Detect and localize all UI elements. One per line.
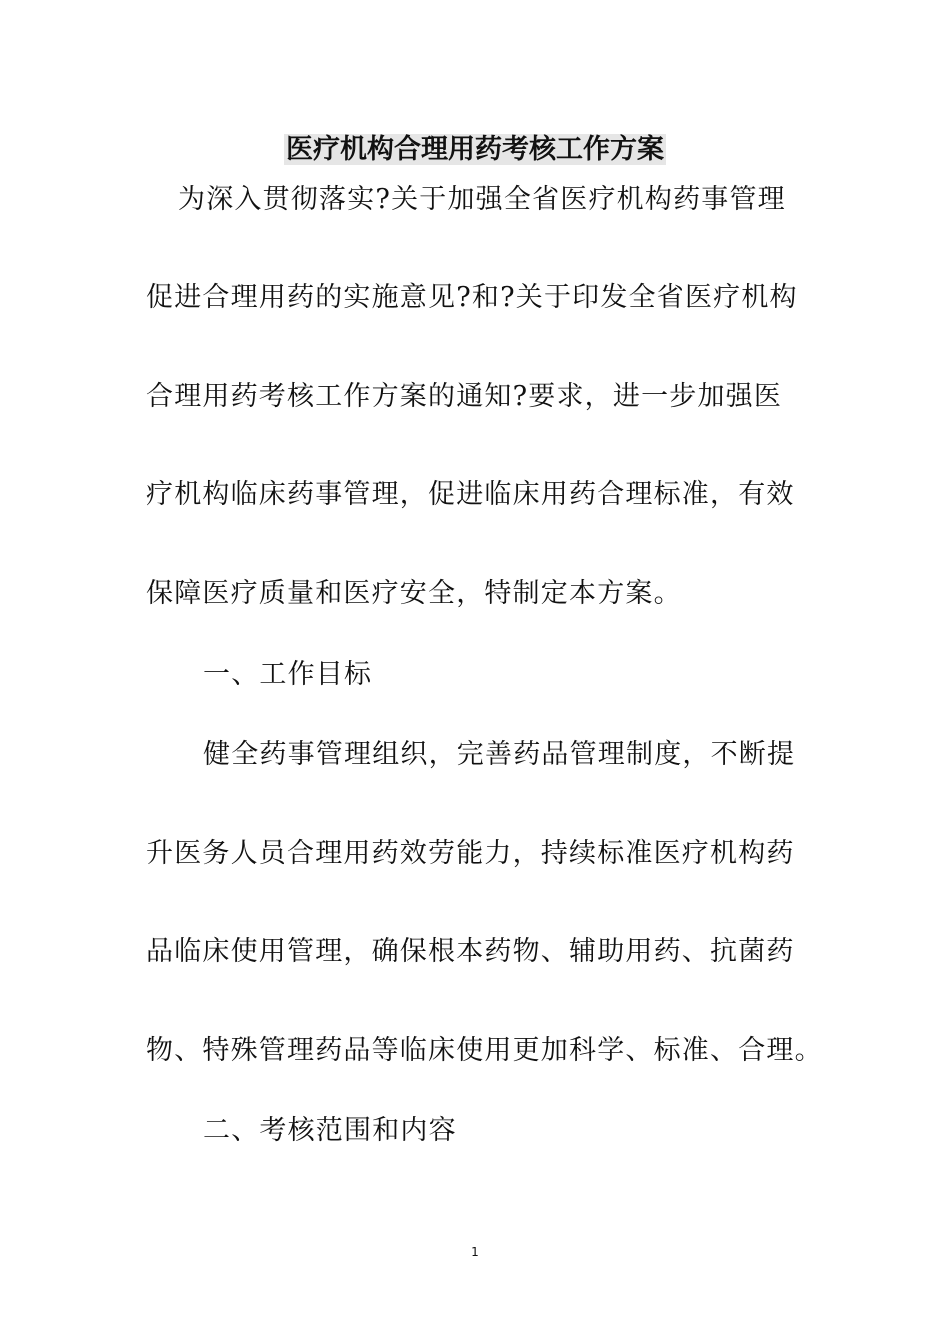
body-line-7: 升医务人员合理用药效劳能力，持续标准医疗机构药 bbox=[146, 838, 795, 869]
body-line-6: 健全药事管理组织，完善药品管理制度，不断提 bbox=[203, 739, 796, 770]
body-line-1: 为深入贯彻落实?关于加强全省医疗机构药事管理 bbox=[178, 184, 786, 215]
body-line-9: 物、特殊管理药品等临床使用更加科学、标准、合理。 bbox=[146, 1035, 823, 1066]
section-heading-1: 一、工作目标 bbox=[203, 659, 373, 690]
body-line-2: 促进合理用药的实施意见?和?关于印发全省医疗机构 bbox=[146, 282, 798, 313]
body-line-4: 疗机构临床药事管理，促进临床用药合理标准，有效 bbox=[146, 479, 795, 510]
body-line-8: 品临床使用管理，确保根本药物、辅助用药、抗菌药 bbox=[146, 936, 795, 967]
section-heading-2: 二、考核范围和内容 bbox=[203, 1115, 457, 1146]
body-line-3: 合理用药考核工作方案的通知?要求，进一步加强医 bbox=[146, 381, 783, 412]
page-number: 1 bbox=[471, 1245, 479, 1259]
body-line-5: 保障医疗质量和医疗安全，特制定本方案。 bbox=[146, 578, 682, 609]
document-title-text: 医疗机构合理用药考核工作方案 bbox=[286, 134, 664, 165]
document-title bbox=[0, 130, 950, 170]
